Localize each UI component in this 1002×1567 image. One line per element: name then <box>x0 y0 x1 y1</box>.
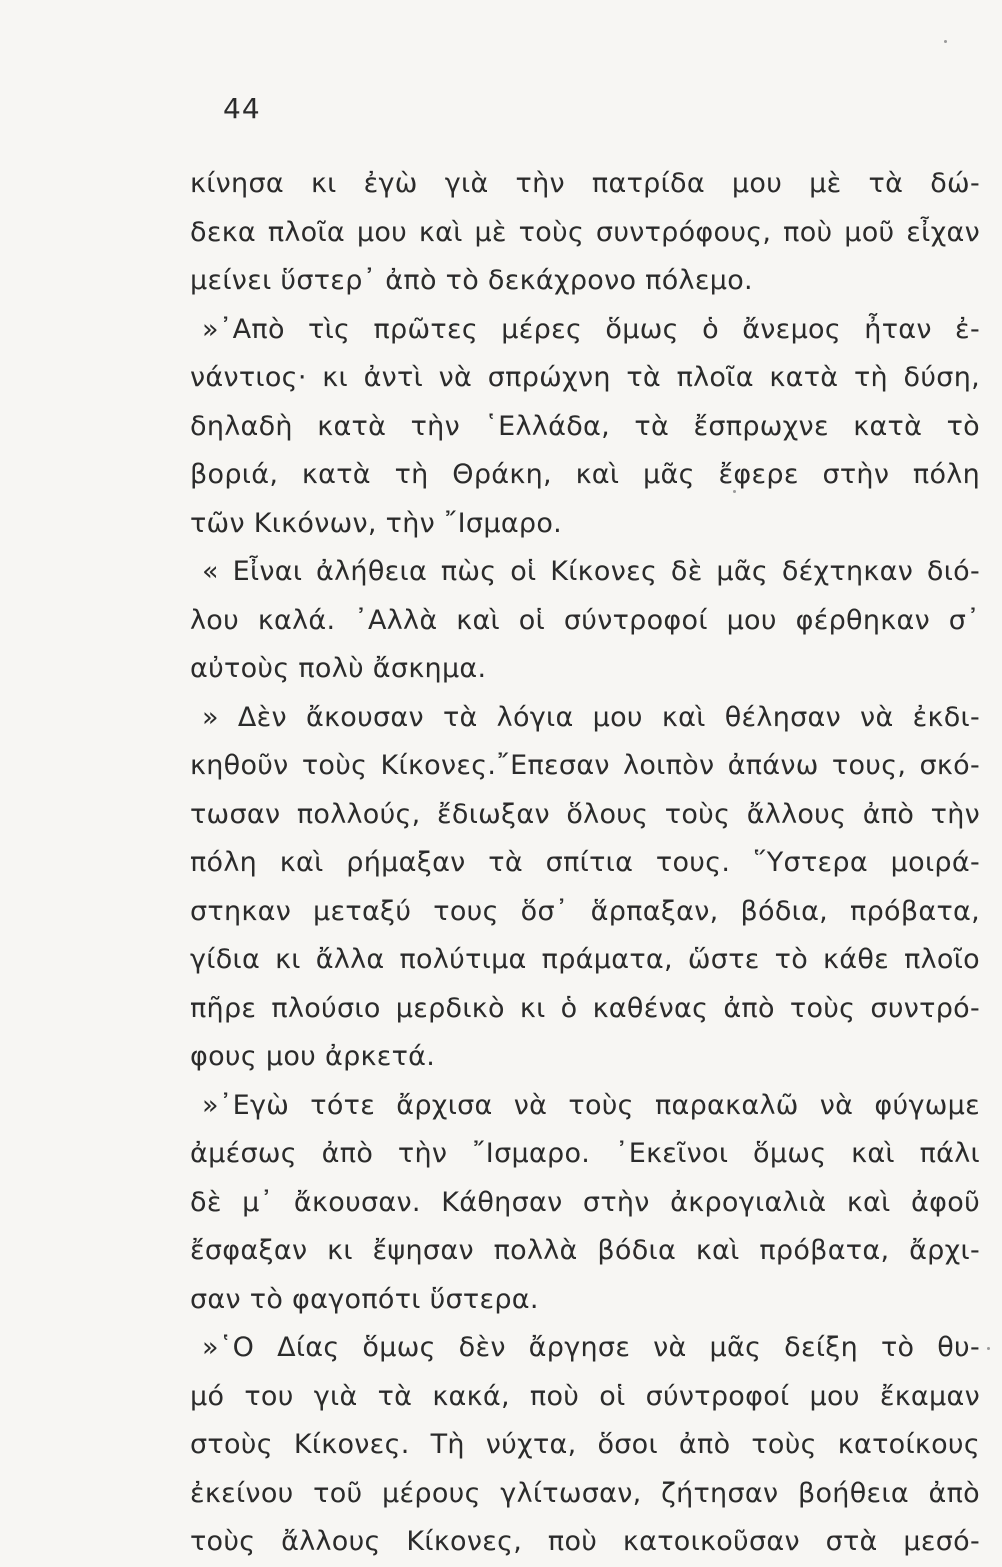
text-line: τοὺς ἄλλους Κίκονες, ποὺ κατοικοῦσαν στὰ μεσό- <box>190 1526 980 1557</box>
page-number: 44 <box>223 92 261 125</box>
text-line: κηθοῦν τοὺς Κίκονες.῎Επεσαν λοιπὸν ἀπάνω τους, σκό- <box>190 750 980 781</box>
body-text <box>190 160 980 1567</box>
text-line: ἔσφαξαν κι ἔψησαν πολλὰ βόδια καὶ πρόβατα, ἄρχι- <box>190 1235 980 1266</box>
text-line: δεκα πλοῖα μου καὶ μὲ τοὺς συντρόφους, ποὺ μοῦ εἶχαν <box>190 216 980 248</box>
text-line: πόλη καὶ ρήμαξαν τὰ σπίτια τους. ῞Υστερα μοιρά- <box>190 847 980 878</box>
paper-speck <box>944 40 947 43</box>
text-line: στοὺς Κίκονες. Τὴ νύχτα, ὅσοι ἀπὸ τοὺς κατοίκους <box>190 1429 980 1460</box>
text-line: τωσαν πολλούς, ἔδιωξαν ὅλους τοὺς ἄλλους ἀπὸ τὴν <box>190 798 980 830</box>
paper-speck <box>733 490 736 493</box>
paragraph-start-line: » Δὲν ἄκουσαν τὰ λόγια μου καὶ θέλησαν νὰ ἐκδι- <box>202 701 980 733</box>
text-line: φους μου ἀρκετά. <box>190 1041 436 1072</box>
text-line: μό του γιὰ τὰ κακά, ποὺ οἱ σύντροφοί μου ἔκαμαν <box>190 1380 980 1412</box>
text-line: τῶν Κικόνων, τὴν ῎Ισμαρο. <box>190 507 563 539</box>
paragraph-start-line: »῾Ο Δίας ὅμως δὲν ἄργησε νὰ μᾶς δείξη τὸ θυ- <box>202 1332 980 1363</box>
text-line: στηκαν μεταξύ τους ὅσ᾽ ἅρπαξαν, βόδια, πρόβατα, <box>190 895 980 927</box>
paragraph-start-line: »᾽Απὸ τὶς πρῶτες μέρες ὅμως ὁ ἄνεμος ἦταν ἐ- <box>202 313 980 345</box>
paragraph-start-line: »᾽Εγὼ τότε ἄρχισα νὰ τοὺς παρακαλῶ νὰ φύγωμε <box>202 1089 980 1121</box>
text-line: μείνει ὕστερ᾽ ἀπὸ τὸ δεκάχρονο πόλεμο. <box>190 265 753 296</box>
text-line: δηλαδὴ κατὰ τὴν ῾Ελλάδα, τὰ ἔσπρωχνε κατὰ τὸ <box>190 410 980 442</box>
text-line: κίνησα κι ἐγὼ γιὰ τὴν πατρίδα μου μὲ τὰ δώ- <box>190 168 980 199</box>
text-line: λου καλά. ᾽Αλλὰ καὶ οἱ σύντροφοί μου φέρθηκαν σ᾽ <box>190 604 980 636</box>
text-line: βοριά, κατὰ τὴ Θράκη, καὶ μᾶς ἔφερε στὴν πόλη <box>190 459 980 490</box>
text-line: δὲ μ᾽ ἄκουσαν. Κάθησαν στὴν ἀκρογιαλιὰ καὶ ἀφοῦ <box>190 1186 980 1218</box>
text-line: σαν τὸ φαγοπότι ὕστερα. <box>190 1283 539 1315</box>
text-line: πῆρε πλούσιο μερδικὸ κι ὁ καθένας ἀπὸ τοὺς συντρό- <box>190 992 980 1024</box>
text-line: γίδια κι ἄλλα πολύτιμα πράματα, ὥστε τὸ κάθε πλοῖο <box>190 944 980 975</box>
paragraph-start-line: « Εἶναι ἀλήθεια πὼς οἱ Κίκονες δὲ μᾶς δέχτηκαν διό- <box>202 556 980 587</box>
text-line: ἀμέσως ἀπὸ τὴν ῎Ισμαρο. ᾽Εκεῖνοι ὅμως καὶ πάλι <box>190 1138 980 1169</box>
text-line: νάντιος· κι ἀντὶ νὰ σπρώχνη τὰ πλοῖα κατὰ τὴ δύση, <box>190 362 980 393</box>
text-line: αὐτοὺς πολὺ ἄσκημα. <box>190 653 487 684</box>
paper-speck <box>987 1347 990 1350</box>
text-line: ἐκείνου τοῦ μέρους γλίτωσαν, ζήτησαν βοήθεια ἀπὸ <box>190 1477 980 1509</box>
